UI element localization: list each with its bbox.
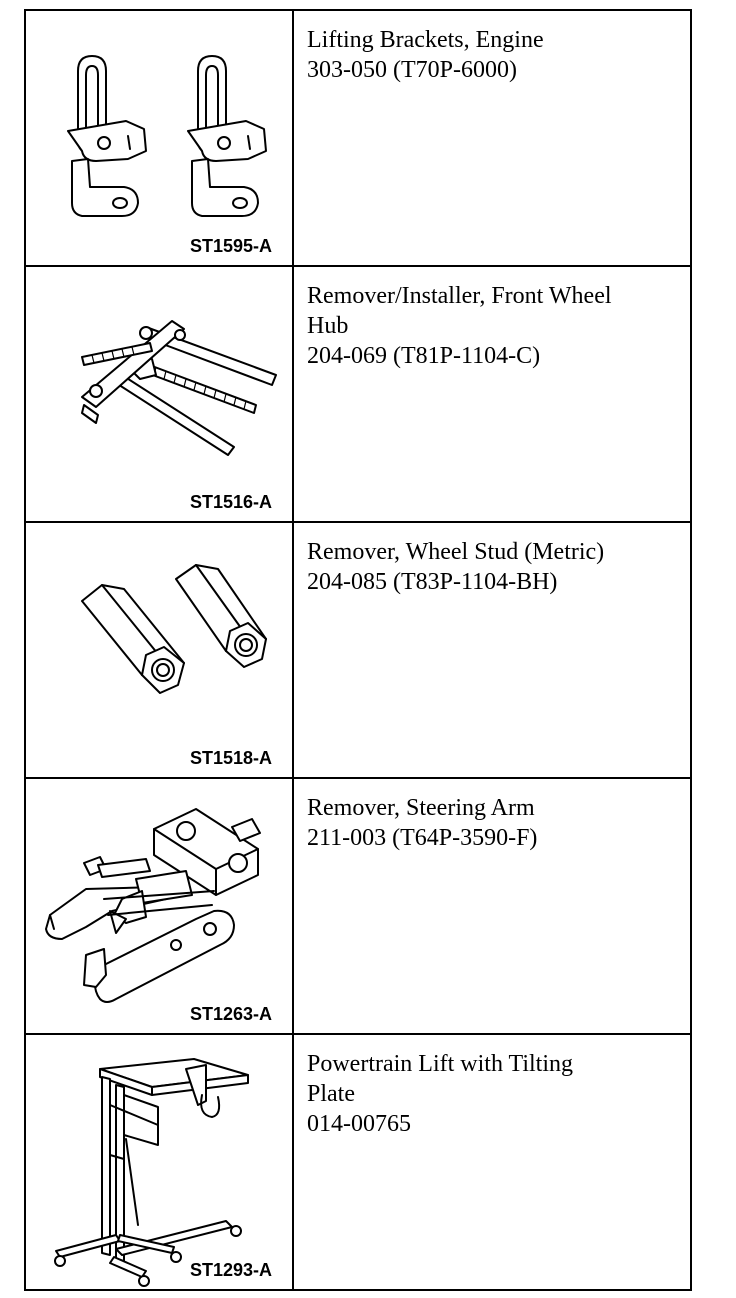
tool-part-number: 303-050 (T70P-6000) xyxy=(307,57,517,83)
steering-arm-remover-icon xyxy=(26,779,292,1033)
tool-illustration-cell xyxy=(25,266,293,522)
tool-row-powertrain-lift xyxy=(25,1034,691,1290)
wheel-stud-remover-icon xyxy=(26,523,292,777)
tool-name: Remover, Steering Arm xyxy=(307,795,535,821)
tool-name: Powertrain Lift with Tilting xyxy=(307,1051,574,1077)
tool-name-continued: Hub xyxy=(307,313,349,339)
illustration-code: ST1263-A xyxy=(189,1004,272,1024)
tool-illustration-cell xyxy=(25,522,293,778)
tool-name: Lifting Brackets, Engine xyxy=(307,27,544,53)
tool-row-steering-arm-remover xyxy=(25,778,691,1034)
tool-name-continued: Plate xyxy=(307,1081,355,1107)
tool-row-wheel-stud-remover xyxy=(25,522,691,778)
illustration-code: ST1518-A xyxy=(189,748,272,768)
tool-name: Remover/Installer, Front Wheel xyxy=(307,283,612,309)
tool-description-cell xyxy=(293,266,691,522)
tool-part-number: 204-069 (T81P-1104-C) xyxy=(307,343,541,369)
tool-description-cell xyxy=(293,522,691,778)
powertrain-lift-icon xyxy=(26,1035,292,1289)
tool-row-lifting-brackets xyxy=(25,10,691,266)
tool-description-cell xyxy=(293,778,691,1034)
tool-row-hub-remover-installer xyxy=(25,266,691,522)
hub-remover-installer-icon xyxy=(26,267,292,521)
tool-part-number: 204-085 (T83P-1104-BH) xyxy=(307,569,558,595)
illustration-code: ST1293-A xyxy=(189,1260,272,1280)
lifting-brackets-icon xyxy=(26,11,292,265)
special-tools-table xyxy=(24,9,692,1291)
tool-illustration-cell xyxy=(25,1034,293,1290)
tool-illustration-cell xyxy=(25,10,293,266)
tool-part-number: 211-003 (T64P-3590-F) xyxy=(307,825,538,851)
illustration-code: ST1516-A xyxy=(189,492,272,512)
tool-name: Remover, Wheel Stud (Metric) xyxy=(307,539,605,565)
illustration-code: ST1595-A xyxy=(189,236,272,256)
tool-description-cell xyxy=(293,1034,691,1290)
tool-part-number: 014-00765 xyxy=(307,1111,411,1137)
tool-illustration-cell xyxy=(25,778,293,1034)
tool-description-cell xyxy=(293,10,691,266)
